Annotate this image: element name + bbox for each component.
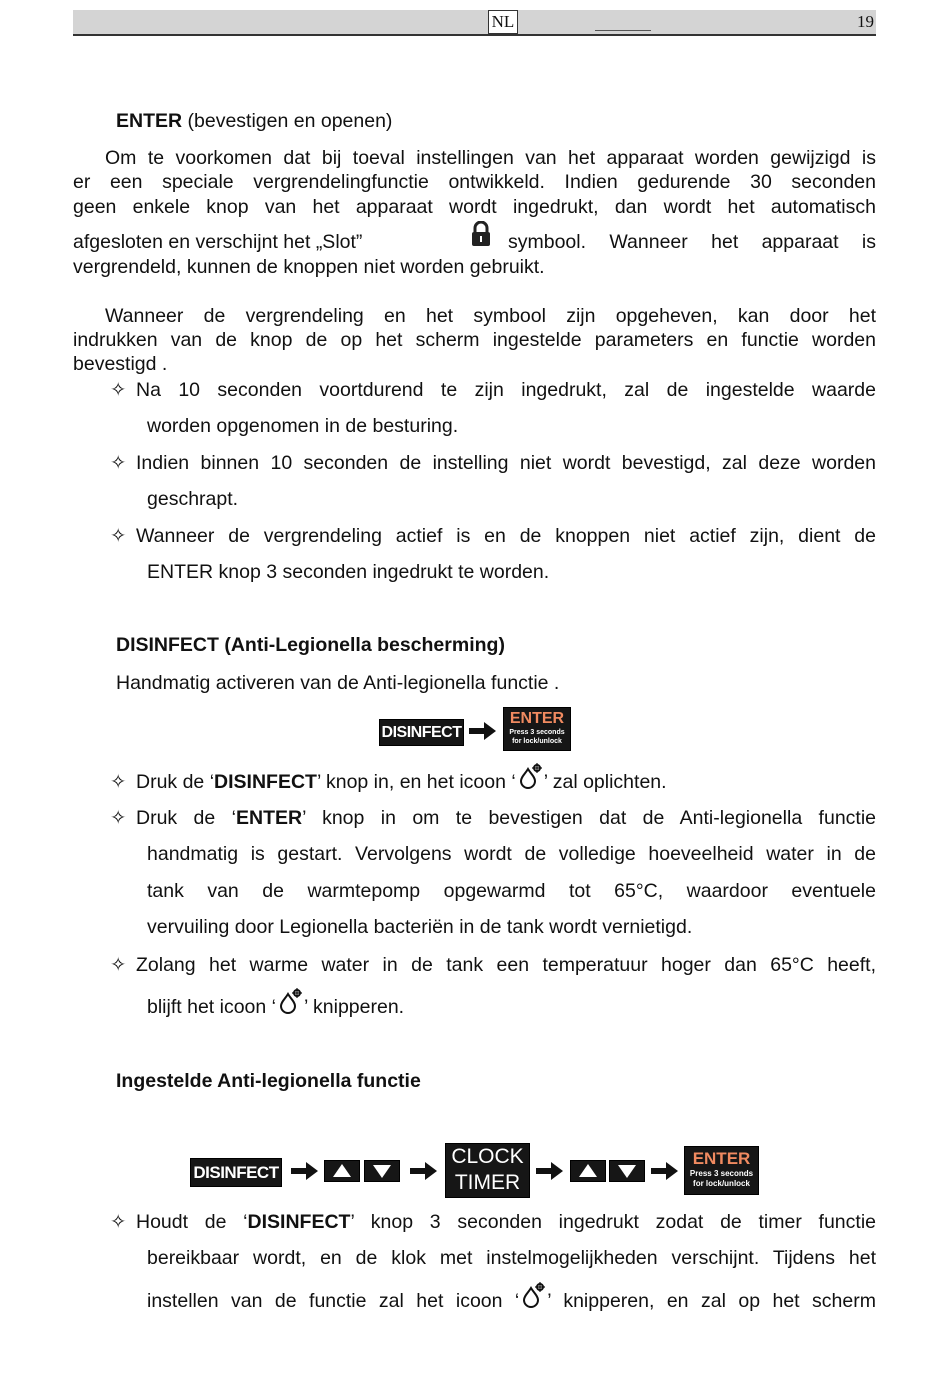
bullet-continuation: tank van de warmtepomp opgewarmd tot 65°C, waardoor eventuele (147, 880, 876, 902)
paragraph-line: symbool. Wanneer het apparaat is (508, 231, 876, 253)
arrow-right-icon (650, 1160, 680, 1182)
bullet-item: ✧ Druk de ‘ENTER’ knop in om te bevestigen dat de Anti-legionella functie (110, 807, 877, 829)
section-intro: Handmatig activeren van de Anti-legionella functie . (116, 672, 560, 694)
arrow-right-icon (290, 1160, 320, 1182)
paragraph-line: bevestigd . (73, 353, 168, 375)
paragraph-line: Om te voorkomen dat bij toeval instellingen van het apparaat worden gewijzigd is (105, 147, 876, 169)
down-button-icon (609, 1160, 645, 1182)
bullet-item: ✧ Zolang het warme water in de tank een temperatuur hoger dan 65°C heeft, (110, 954, 876, 976)
language-label: NL (488, 10, 518, 34)
bullet-continuation: worden opgenomen in de besturing. (147, 415, 459, 437)
disinfect-button-image: DISINFECT (190, 1158, 282, 1187)
arrow-right-icon (468, 720, 498, 742)
paragraph-line: Wanneer de vergrendeling en het symbool zijn opgeheven, kan door het (105, 305, 876, 327)
down-button-icon (364, 1160, 400, 1182)
enter-button-image: ENTER Press 3 seconds for lock/unlock (503, 707, 571, 751)
paragraph-line: er een speciale vergrendelingfunctie ontwikkeld. Indien gedurende 30 seconden (73, 171, 876, 193)
clock-timer-button-image: CLOCK TIMER (445, 1143, 530, 1198)
bullet-continuation: ENTER knop 3 seconden ingedrukt te worden. (147, 561, 550, 583)
bullet-item: ✧ Houdt de ‘DISINFECT’ knop 3 seconden ingedrukt zodat de timer functie (110, 1211, 876, 1233)
page-header (73, 10, 876, 36)
page-number: 19 (857, 12, 874, 31)
section-heading-disinfect: DISINFECT (Anti-Legionella bescherming) (116, 634, 505, 656)
bullet-item: ✧ Indien binnen 10 seconden de instelling niet wordt bevestigd, zal deze worden (110, 452, 876, 474)
bullet-continuation: bereikbaar wordt, en de klok met instelmogelijkheden verschijnt. Tijdens het (147, 1247, 876, 1269)
disinfect-drop-icon (276, 987, 304, 1015)
disinfect-drop-icon (516, 762, 544, 790)
paragraph-line: geen enkele knop van het apparaat wordt ingedrukt, dan wordt het automatisch (73, 196, 876, 218)
bullet-continuation: blijft het icoon ‘ ’ knipperen. (147, 996, 876, 1019)
bullet-item: ✧ Na 10 seconden voortdurend te zijn ingedrukt, zal de ingestelde waarde (110, 379, 876, 401)
bullet-continuation: handmatig is gestart. Vervolgens wordt de volledige hoeveelheid water in de (147, 843, 876, 865)
bullet-item: ✧ Druk de ‘DISINFECT’ knop in, en het icoon ‘ ’ zal oplichten. (110, 770, 876, 794)
bullet-continuation: instellen van de functie zal het icoon ‘ ’ knipperen, en zal op het scherm (147, 1290, 876, 1313)
arrow-right-icon (535, 1160, 565, 1182)
disinfect-button-image: DISINFECT (379, 719, 464, 746)
up-button-icon (570, 1160, 606, 1182)
section-heading-enter: ENTER (bevestigen en openen) (116, 110, 393, 132)
up-button-icon (324, 1160, 360, 1182)
paragraph-line: indrukken van de knop de op het scherm ingestelde parameters en functie worden (73, 329, 876, 351)
lock-icon (469, 221, 493, 247)
section-heading-timer: Ingestelde Anti-legionella functie (116, 1070, 421, 1092)
bullet-continuation: geschrapt. (147, 488, 239, 510)
arrow-right-icon (409, 1160, 439, 1182)
paragraph-line: afgesloten en verschijnt het „Slot” (73, 231, 363, 253)
header-rule (595, 30, 651, 31)
disinfect-drop-icon (519, 1281, 547, 1309)
bullet-item: ✧ Wanneer de vergrendeling actief is en de knoppen niet actief zijn, dient de (110, 525, 876, 547)
bullet-continuation: vervuiling door Legionella bacteriën in de tank wordt vernietigd. (147, 916, 693, 938)
enter-button-image: ENTER Press 3 seconds for lock/unlock (684, 1146, 759, 1195)
paragraph-line: vergrendeld, kunnen de knoppen niet worden gebruikt. (73, 256, 545, 278)
